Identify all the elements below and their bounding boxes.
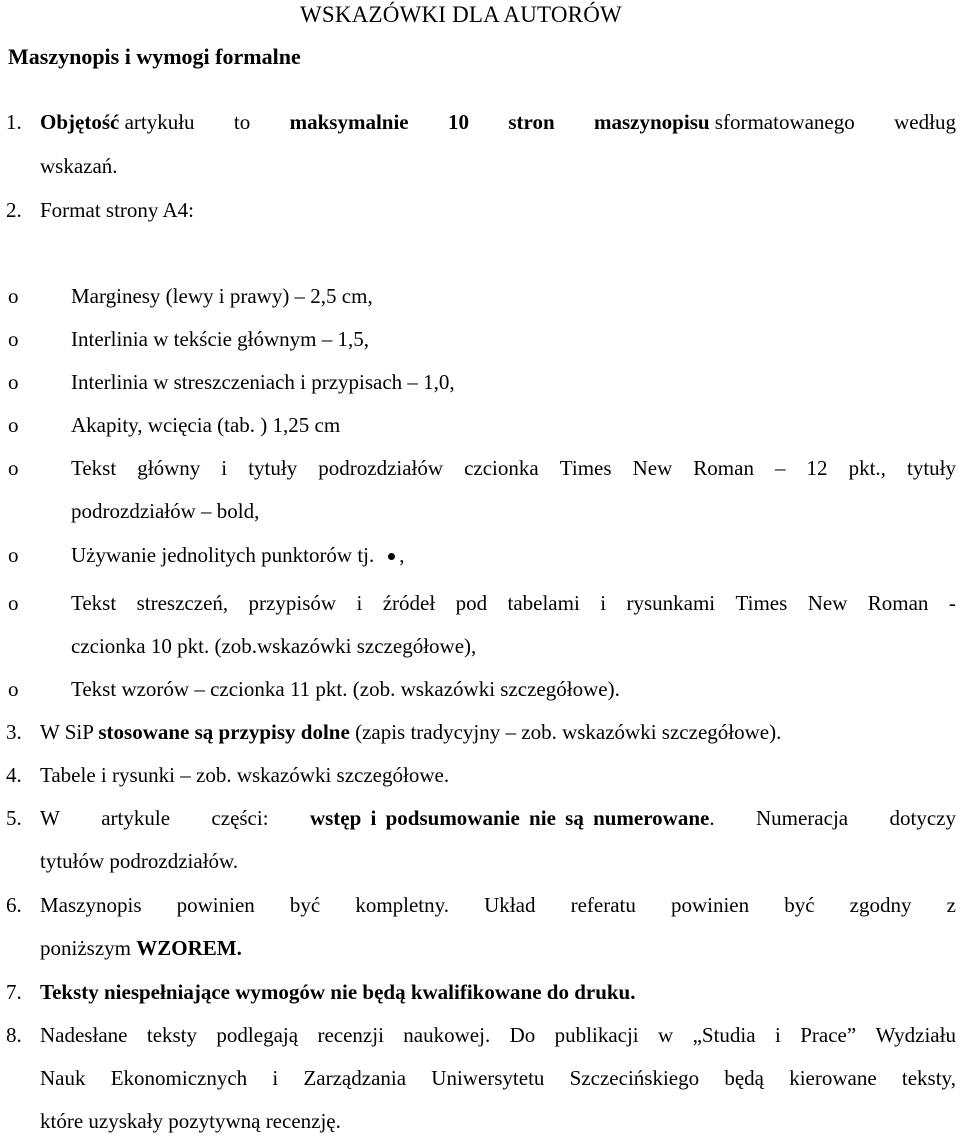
bullet-text-cont: czcionka 10 pkt. (zob.wskazówki szczegółowe), (71, 634, 477, 658)
word: - (948, 591, 956, 615)
word: Do (509, 1023, 536, 1047)
word: sformatowanego (714, 110, 855, 134)
bullet-marker: o (8, 677, 19, 701)
word: części: (211, 806, 269, 830)
bullet-marker: o (8, 543, 19, 567)
bullet-text: Akapity, wcięcia (tab. ) 1,25 cm (71, 413, 341, 437)
text-part-bold: WZOREM. (136, 936, 242, 960)
word: Roman (693, 456, 754, 480)
bullet-text-part: , (399, 543, 405, 567)
word: Ekonomicznych (110, 1066, 248, 1090)
list-item-1-text (40, 108, 956, 136)
text-part-bold: stosowane są przypisy dolne (98, 720, 350, 744)
word: źródeł (382, 591, 436, 615)
word: główny (137, 456, 201, 480)
word: maszynopisu (594, 110, 710, 134)
word: pkt., (848, 456, 886, 480)
word: w (658, 1023, 674, 1047)
bullet-text (71, 589, 956, 617)
word: kierowane (789, 1066, 877, 1090)
word: będą (724, 1066, 764, 1090)
word: Maszynopis (40, 893, 142, 917)
word: dotyczy (889, 806, 956, 830)
list-item-2-text: Format strony A4: (40, 198, 195, 222)
bullet-text: Marginesy (lewy i prawy) – 2,5 cm, (71, 284, 373, 308)
list-item-4-text: Tabele i rysunki – zob. wskazówki szczegółowe. (40, 763, 450, 787)
word: powinien (176, 893, 255, 917)
word: z (946, 893, 956, 917)
list-item-8-text-cont (40, 1064, 956, 1092)
word: Objętość (40, 110, 120, 134)
list-item-8-text-cont: które uzyskały pozytywną recenzję. (40, 1109, 341, 1133)
word: W (40, 806, 60, 830)
bullet-marker: o (8, 370, 19, 394)
word: Nadesłane (40, 1023, 128, 1047)
word: teksty, (901, 1066, 956, 1090)
word: Times (735, 591, 788, 615)
word: artykułu (124, 110, 195, 134)
word: referatu (570, 893, 636, 917)
word: teksty (146, 1023, 198, 1047)
word: Tekst (71, 591, 117, 615)
word: tytuły (248, 456, 298, 480)
bullet-marker: o (8, 284, 19, 308)
bullet-marker: o (8, 456, 19, 480)
word: być (289, 893, 321, 917)
word: Roman (867, 591, 929, 615)
item-number: 2. (6, 198, 22, 222)
word-bold: wstęp i podsumowanie nie są numerowane (309, 806, 710, 830)
word: streszczeń, (136, 591, 229, 615)
bullet-marker: o (8, 591, 19, 615)
word: i (221, 456, 228, 480)
word: Numeracja (755, 806, 849, 830)
word: i (774, 1023, 781, 1047)
word: maksymalnie (289, 110, 409, 134)
word: podlegają (216, 1023, 299, 1047)
bullet-marker: o (8, 327, 19, 351)
word: podrozdziałów (318, 456, 444, 480)
word: przypisów (248, 591, 337, 615)
word: pod (455, 591, 488, 615)
document-title: WSKAZÓWKI DLA AUTORÓW (300, 2, 622, 27)
list-item-3-text (40, 718, 956, 746)
word: Prace” (800, 1023, 857, 1047)
word: 10 (448, 110, 469, 134)
word: czcionka (464, 456, 539, 480)
bullet-text (71, 454, 956, 482)
word: powinien (670, 893, 750, 917)
bullet-text: Interlinia w tekście głównym – 1,5, (71, 327, 370, 351)
word: stron (508, 110, 555, 134)
word: publikacji (554, 1023, 639, 1047)
bullet-marker: o (8, 413, 19, 437)
word: i (272, 1066, 279, 1090)
bullet-text-part: Używanie jednolitych punktorów tj. (71, 543, 375, 567)
bullet-text (71, 541, 956, 569)
word: Wydziału (875, 1023, 956, 1047)
item-number: 6. (6, 893, 22, 917)
word: kompletny. (355, 893, 450, 917)
word: i (356, 591, 363, 615)
word: naukowej. (403, 1023, 491, 1047)
bullet-text: Tekst wzorów – czcionka 11 pkt. (zob. wskazówki szczegółowe). (71, 677, 620, 701)
word: Szczecińskiego (569, 1066, 700, 1090)
word: 12 (806, 456, 828, 480)
word: być (784, 893, 815, 917)
item-number: 8. (6, 1023, 22, 1047)
text-part: (zapis tradycyjny – zob. wskazówki szczegółowe). (349, 720, 782, 744)
item-number: 1. (6, 110, 22, 134)
item-number: 4. (6, 763, 22, 787)
text-part: poniższym (40, 936, 137, 960)
word: tabelami (507, 591, 580, 615)
list-item-8-text (40, 1021, 956, 1049)
word: Układ (484, 893, 536, 917)
word: rysunkami (626, 591, 716, 615)
bullet-dot-icon (388, 553, 395, 560)
word: Zarządzania (303, 1066, 407, 1090)
text-part: W SiP (40, 720, 99, 744)
word: Uniwersytetu (431, 1066, 545, 1090)
word: „Studia (692, 1023, 756, 1047)
list-item-5-text (40, 804, 956, 832)
word: artykule (101, 806, 171, 830)
list-item-6-text-cont (40, 934, 956, 962)
item-number: 5. (6, 806, 22, 830)
word: recenzji (317, 1023, 384, 1047)
word: zgodny (849, 893, 912, 917)
word: New (632, 456, 673, 480)
list-item-5-text-cont: tytułów podrozdziałów. (40, 849, 239, 873)
bullet-text-cont: podrozdziałów – bold, (71, 499, 260, 523)
word: Tekst (71, 456, 117, 480)
word: według (894, 110, 956, 134)
word: Nauk (40, 1066, 86, 1090)
word: – (775, 456, 786, 480)
list-item-6-text (40, 891, 956, 919)
item-number: 7. (6, 980, 22, 1004)
list-item-1-text-cont: wskazań. (40, 154, 118, 178)
word: to (233, 110, 251, 134)
item-number: 3. (6, 720, 22, 744)
punct: . (709, 806, 715, 830)
word: Times (559, 456, 612, 480)
word: tytuły (906, 456, 956, 480)
list-item-7-text: Teksty niespełniające wymogów nie będą kwalifikowane do druku. (40, 980, 636, 1004)
word: New (807, 591, 848, 615)
bullet-text: Interlinia w streszczeniach i przypisach – 1,0, (71, 370, 455, 394)
document-subtitle: Maszynopis i wymogi formalne (8, 44, 301, 69)
word: i (600, 591, 607, 615)
